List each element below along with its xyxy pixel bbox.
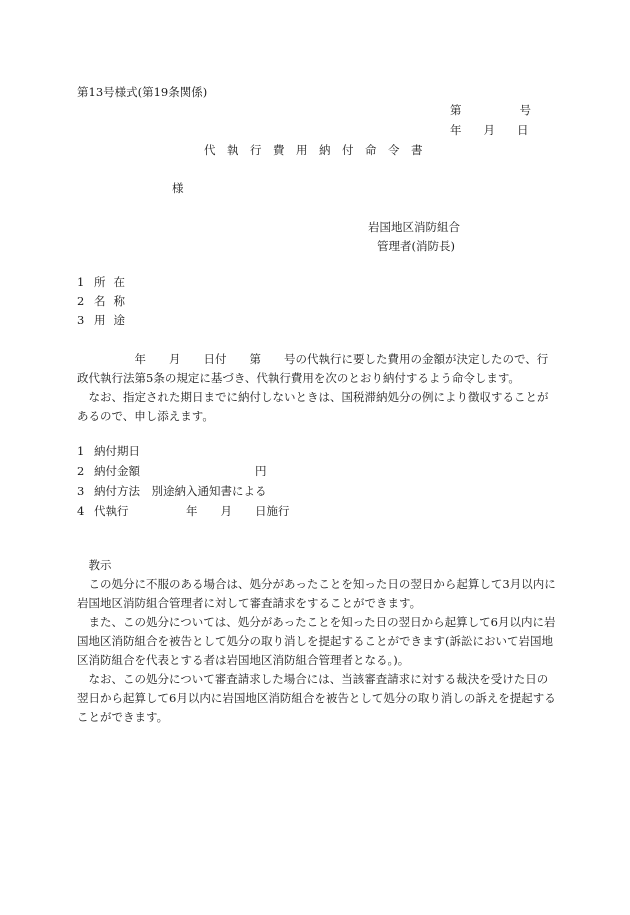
number-suffix: 号 (519, 103, 531, 117)
list-item (77, 273, 133, 292)
issuer-organization: 岩国地区消防組合 (368, 220, 460, 234)
property-items (77, 273, 133, 330)
notice-heading: 教示 (88, 558, 112, 572)
notice-paragraph: なお、この処分について審査請求した場合には、当該審査請求に対する裁決を受けた日の翌日から起算して6月以内に岩国地区消防組合を被告として処分の取り消しの訴えを提起することができます。 (77, 672, 556, 724)
item-number: 1 (77, 444, 85, 458)
item-label: 所在 (94, 275, 133, 289)
notice-paragraph: この処分に不服のある場合は、処分があったことを知った日の翌日から起算して3月以内に岩国地区消防組合管理者に対して審査請求をすることができます。 (77, 577, 556, 610)
number-prefix: 第 (450, 103, 462, 117)
order-paragraph: なお、指定された期日までに納付しないときは、国税滞納処分の例により徴収することがあるので、申し添えます。 (77, 390, 549, 423)
document-title: 代執行費用納付命令書 (204, 143, 434, 157)
form-label: 第13号様式(第19条関係) (77, 85, 208, 99)
item-number: 2 (77, 464, 85, 478)
addressee-suffix: 様 (172, 181, 184, 195)
item-number: 3 (77, 484, 85, 498)
order-body (77, 350, 557, 426)
payment-item-text: 納付金額 円 (94, 464, 267, 478)
list-item (77, 482, 290, 502)
list-item (77, 311, 133, 330)
item-number: 3 (77, 313, 85, 327)
item-number: 2 (77, 294, 85, 308)
item-label: 名称 (94, 294, 133, 308)
order-paragraph: 年 月 日付 第 号の代執行に要した費用の金額が決定したので、行政代執行法第5条の規定に基づき、代執行費用を次のとおり納付するよう命令します。 (77, 352, 549, 385)
payment-item-text: 代執行 年 月 日施行 (94, 504, 290, 518)
payment-list (77, 442, 290, 522)
list-item (77, 442, 290, 462)
document-date-line (450, 121, 529, 140)
date-day: 日 (517, 123, 529, 137)
item-number: 1 (77, 275, 85, 289)
list-item (77, 292, 133, 311)
payment-item-text: 納付期日 (94, 444, 140, 458)
payment-item-text: 納付方法 別途納入通知書による (94, 484, 267, 498)
item-label: 用途 (94, 313, 133, 327)
date-year: 年 (450, 123, 462, 137)
list-item (77, 502, 290, 522)
document-number-line (450, 101, 531, 120)
notice-paragraph: また、この処分については、処分があったことを知った日の翌日から起算して6月以内に岩国地区消防組合を被告として処分の取り消しを提起することができます(訴訟において岩国地区消防組合を代表とする者は岩国地区消防組合管理者となる。)。 (77, 615, 556, 667)
issuer-position: 管理者(消防長) (377, 239, 455, 253)
item-number: 4 (77, 504, 85, 518)
appeal-notice (77, 556, 557, 727)
date-month: 月 (483, 123, 495, 137)
list-item (77, 462, 290, 482)
